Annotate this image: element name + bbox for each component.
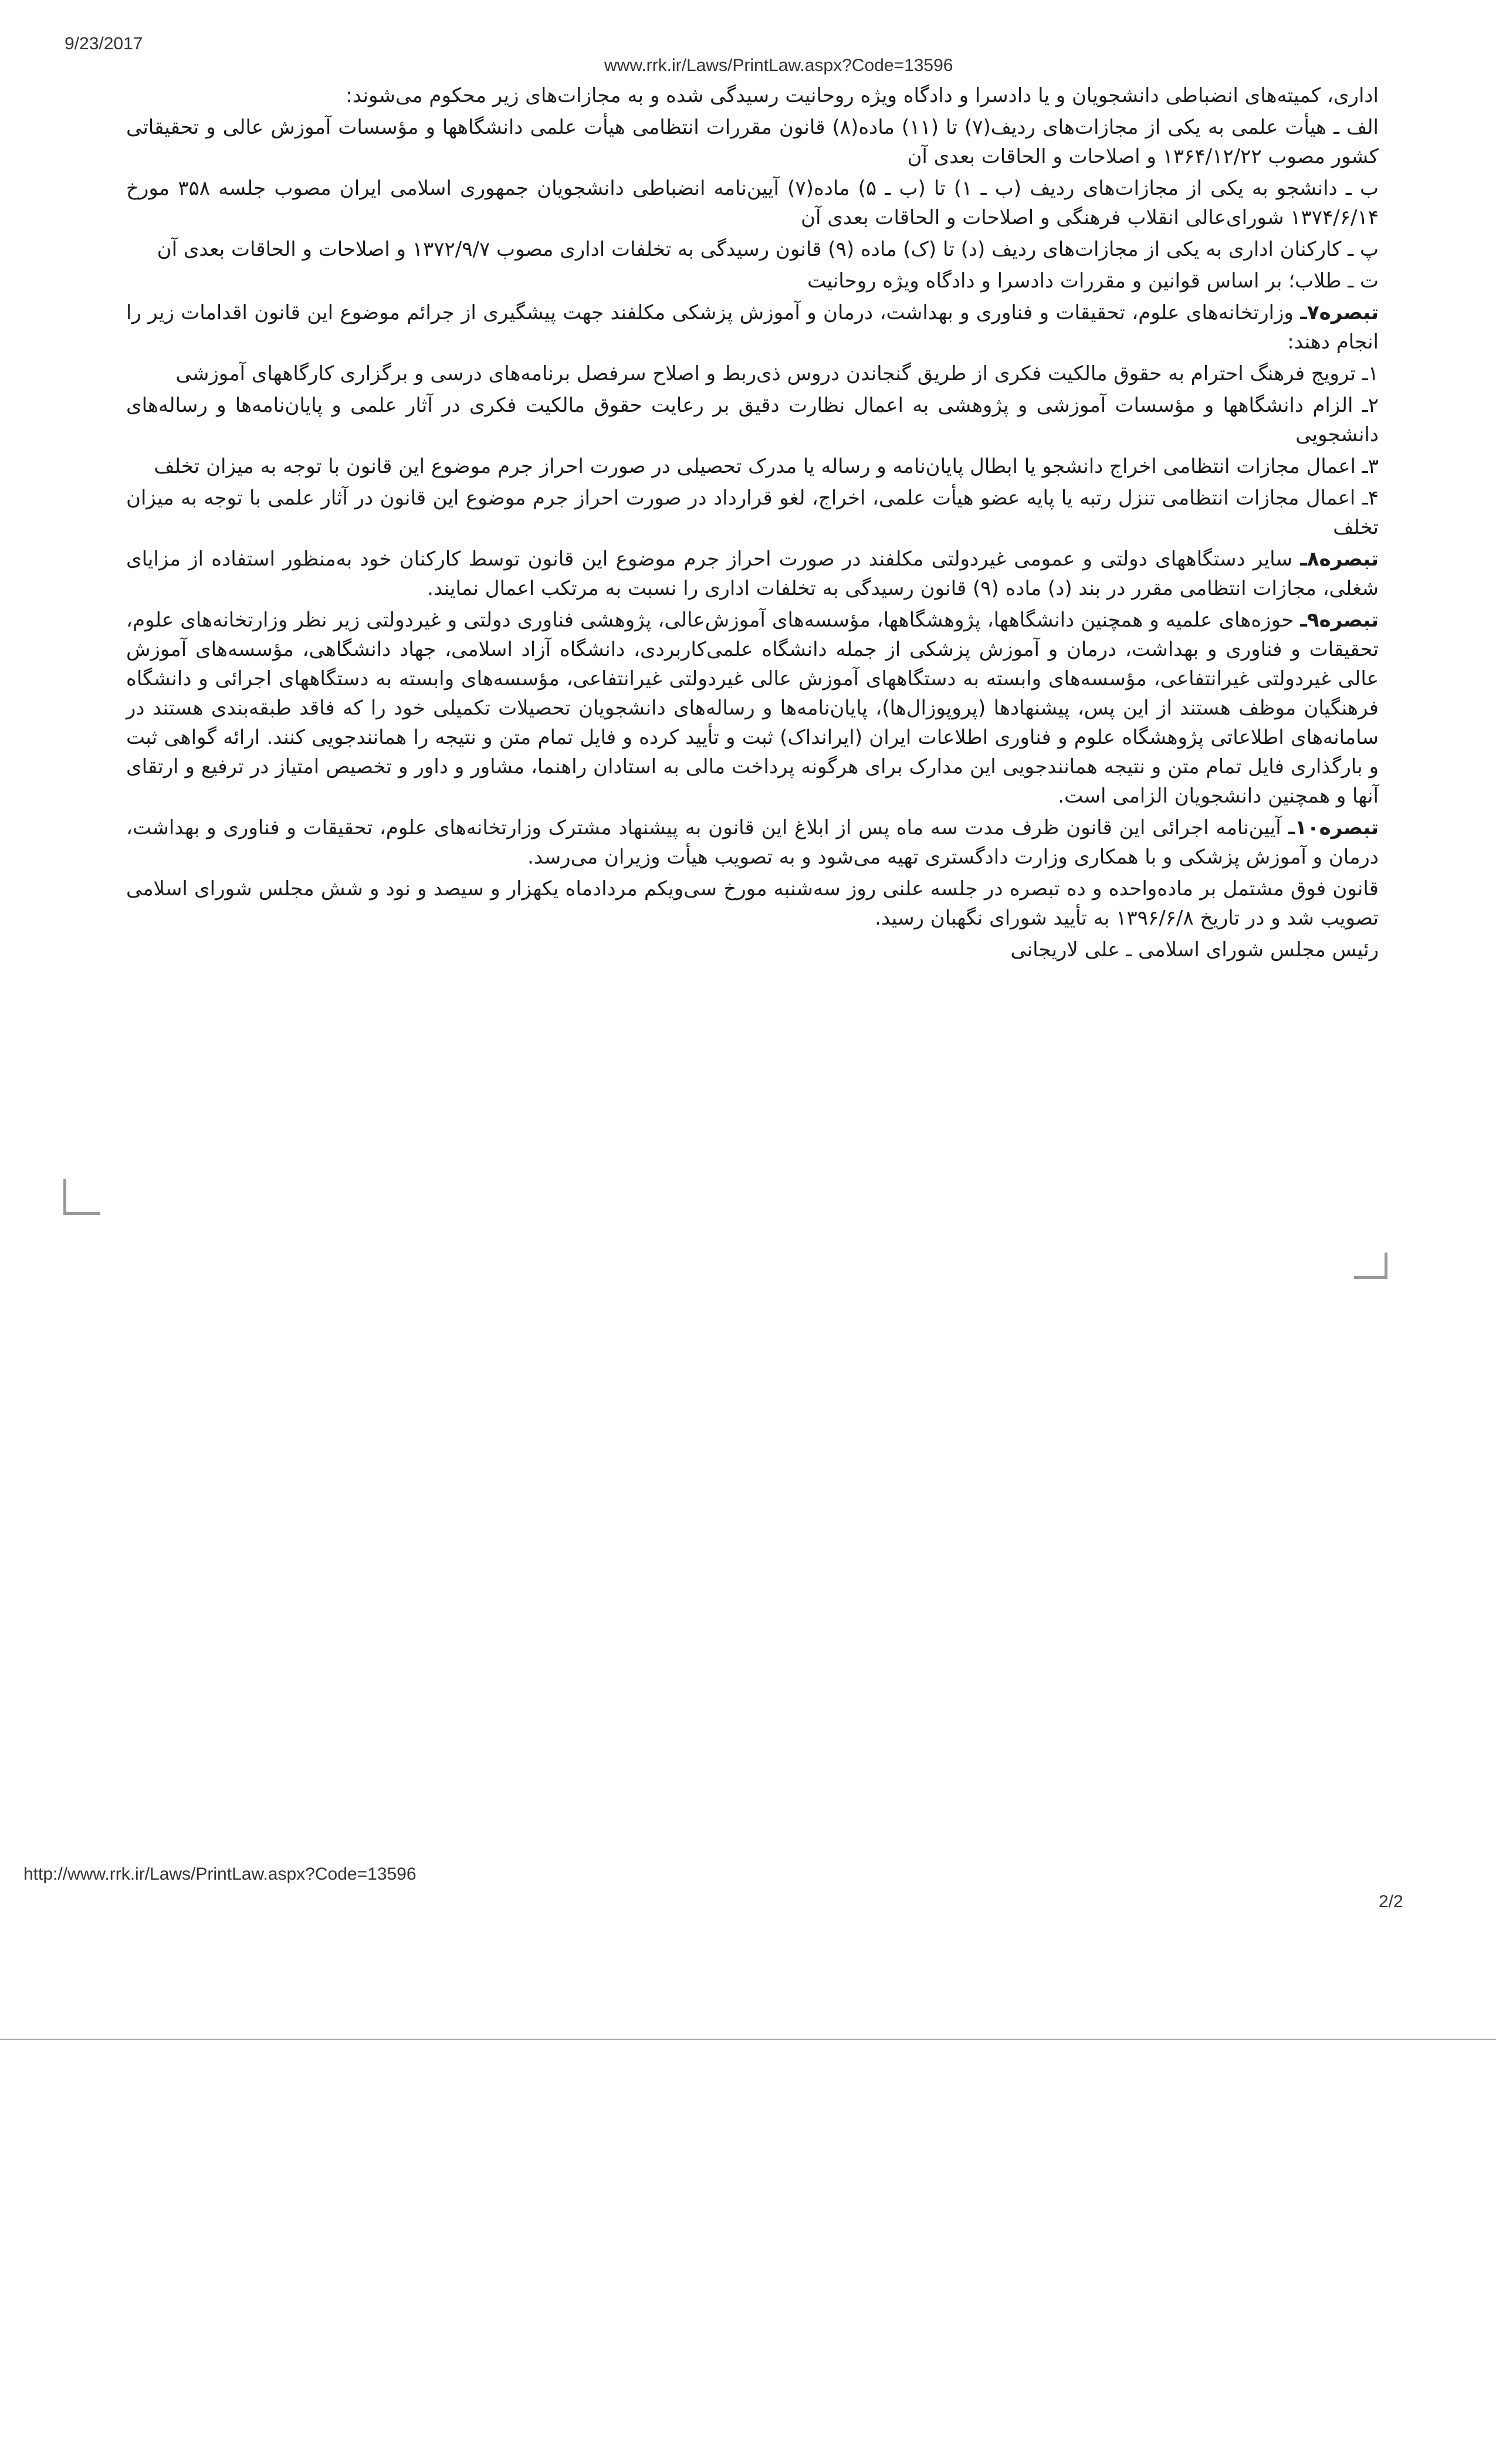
note-9 bbox=[126, 605, 1379, 811]
note-9-text: حوزه‌های علمیه و همچنین دانشگاهها، پژوهشگاهها، مؤسسه‌های آموزش‌عالی، پژوهشی فناوری دولتی و غیردولتی زیر نظر وزارتخانه‌های علوم، تحقیقات و فناوری و بهداشت، درمان و آموزش پزشکی از جمله دانشگاه علمی‌کاربردی، دانشگاه آزاد اسلامی، جهاد دانشگاهی، مؤسسه‌های آموزش عالی غیردولتی غیرانتفاعی، مؤسسه‌های وابسته به دستگاههای آموزش عالی غیردولتی غیرانتفاعی، مؤسسه‌های وابسته به دستگاههای اجرائی و دانشگاه فرهنگیان موظف هستند از این پس، پیشنهادها (پروپوزال‌ها)، پایان‌نامه‌ها و رساله‌های دانشجویان تحصیلات تکمیلی خود را که فاقد طبقه‌بندی هستند در سامانه‌های اطلاعاتی پژوهشگاه علوم و فناوری اطلاعات ایران (ایرانداک) ثبت و تأیید کرده و فایل تمام متن و نتیجه را همانندجویی کنند. ارائه گواهی ثبت و بارگذاری فایل تمام متن و نتیجه همانندجویی این مدارک برای هرگونه پرداخت مالی به استادان راهنما، مشاور و داور و تخصیص امتیاز در ترفیع و ارتقای آنها و همچنین دانشجویان الزامی است. bbox=[126, 608, 1379, 808]
note-7-heading: تبصره۷ـ bbox=[1300, 301, 1379, 324]
note-7-item-3: ۳ـ اعمال مجازات انتظامی اخراج دانشجو یا ابطال پایان‌نامه و رساله یا مدرک تحصیلی در صورت احراز جرم موضوع این قانون با توجه به میزان تخلف bbox=[154, 455, 1379, 478]
header-url: www.rrk.ir/Laws/PrintLaw.aspx?Code=13596 bbox=[604, 56, 953, 75]
note-7 bbox=[126, 298, 1379, 357]
clause-pe: پ ـ کارکنان اداری به یکی از مجازات‌های ردیف (د) تا (ک) ماده (۹) قانون رسیدگی به تخلفات اداری مصوب ۱۳۷۲/۹/۷ و اصلاحات و الحاقات بعدی آن bbox=[157, 238, 1379, 261]
footer-url: http://www.rrk.ir/Laws/PrintLaw.aspx?Code=13596 bbox=[23, 1864, 417, 1884]
clause-be: ب ـ دانشجو به یکی از مجازات‌های ردیف (ب ـ ۱) تا (ب ـ ۵) ماده(۷) آیین‌نامه انضباطی دانشجویان جمهوری اسلامی ایران مصوب جلسه ۳۵۸ مورخ ۱۳۷۴/۶/۱۴ شورای‌عالی انقلاب فرهنگی و اصلاحات و الحاقات بعدی آن bbox=[126, 177, 1379, 229]
clause-alef: الف ـ هیأت علمی به یکی از مجازات‌های ردیف(۷) تا (۱۱) ماده(۸) قانون مقررات انتظامی هیأت علمی دانشگاهها و مؤسسات آموزش عالی و تحقیقاتی کشور مصوب ۱۳۶۴/۱۲/۲۲ و اصلاحات و الحاقات بعدی آن bbox=[126, 116, 1379, 168]
note-7-text: وزارتخانه‌های علوم، تحقیقات و فناوری و بهداشت، درمان و آموزش پزشکی مکلفند جهت پیشگیری از جرائم موضوع این قانون اقدامات زیر را انجام دهند: bbox=[126, 301, 1379, 354]
note-8 bbox=[126, 544, 1379, 603]
note-10-heading: تبصره۱۰ـ bbox=[1288, 816, 1379, 840]
note-8-text: سایر دستگاههای دولتی و عمومی غیردولتی مکلفند در صورت احراز جرم موضوع این قانون توسط کارکنان خود به‌منظور استفاده از مزایای شغلی، مجازات انتظامی مقرر در بند (د) ماده (۹) قانون رسیدگی به تخلفات اداری را نسبت به مرتکب اعمال نمایند. bbox=[126, 547, 1379, 600]
note-10-text: آیین‌نامه اجرائی این قانون ظرف مدت سه ماه پس از ابلاغ این قانون به پیشنهاد مشترک وزارتخانه‌های علوم، تحقیقات و فناوری و بهداشت، درمان و آموزش پزشکی و با همکاری وزارت دادگستری تهیه می‌شود و به تصویب هیأت وزیران می‌رسد. bbox=[126, 816, 1379, 869]
note-7-item-1: ۱ـ ترویج فرهنگ احترام به حقوق مالکیت فکری از طریق گنجاندن دروس ذی‌ربط و اصلاح سرفصل برنامه‌های درسی و برگزاری کارگاههای آموزشی bbox=[175, 362, 1379, 385]
note-9-heading: تبصره۹ـ bbox=[1300, 608, 1379, 632]
print-date: 9/23/2017 bbox=[65, 34, 143, 53]
clause-te: ت ـ طلاب؛ بر اساس قوانین و مقررات دادسرا و دادگاه ویژه روحانیت bbox=[807, 269, 1379, 293]
scan-corner-mark bbox=[1354, 1253, 1387, 1279]
note-7-item-2: ۲ـ الزام دانشگاهها و مؤسسات آموزشی و پژوهشی به اعمال نظارت دقیق بر رعایت حقوق مالکیت فکری در آثار علمی و پایان‌نامه‌ها و رساله‌های دانشجویی bbox=[126, 394, 1379, 446]
note-10 bbox=[126, 813, 1379, 872]
page-number: 2/2 bbox=[1379, 1892, 1403, 1911]
note-8-heading: تبصره۸ـ bbox=[1300, 547, 1379, 571]
page-divider bbox=[0, 2039, 1496, 2040]
law-text bbox=[126, 81, 1379, 967]
intro-line: اداری، کمیته‌های انضباطی دانشجویان و یا دادسرا و دادگاه ویژه روحانیت رسیدگی شده و به مجازات‌های زیر محکوم می‌شوند: bbox=[346, 84, 1379, 107]
closing-statement: قانون فوق مشتمل بر ماده‌واحده و ده تبصره در جلسه علنی روز سه‌شنبه مورخ سی‌ویکم مردادماه یکهزار و سیصد و نود و شش مجلس شورای اسلامی تصویب شد و در تاریخ ۱۳۹۶/۶/۸ به تأیید شورای نگهبان رسید. bbox=[126, 877, 1379, 930]
scan-corner-mark bbox=[63, 1179, 100, 1215]
signature: رئیس مجلس شورای اسلامی ـ علی لاریجانی bbox=[1010, 938, 1379, 962]
note-7-item-4: ۴ـ اعمال مجازات انتظامی تنزل رتبه یا پایه عضو هیأت علمی، اخراج، لغو قرارداد در صورت احراز جرم موضوع این قانون در آثار علمی با توجه به میزان تخلف bbox=[126, 486, 1379, 539]
